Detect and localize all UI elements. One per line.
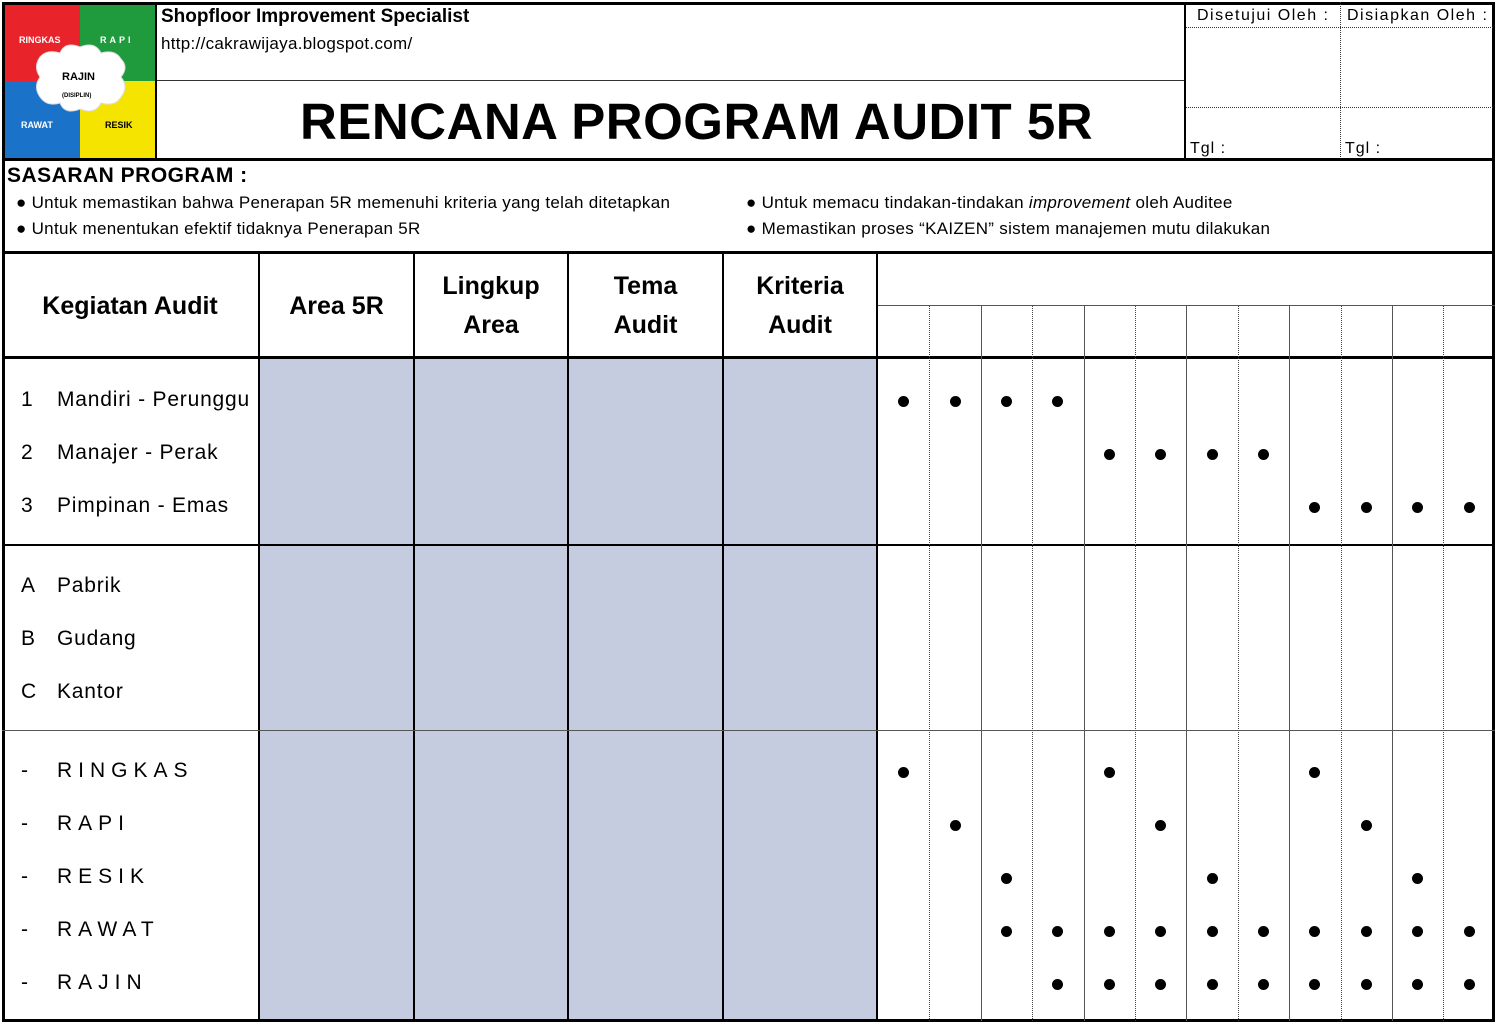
schedule-mark [1361, 979, 1372, 990]
page-title: RENCANA PROGRAM AUDIT 5R [300, 93, 1094, 150]
row-label: Pabrik [57, 574, 122, 597]
blog-url: http://cakrawijaya.blogspot.com/ [161, 34, 413, 53]
schedule-mark [1412, 926, 1423, 937]
bullet-icon: ● [16, 219, 27, 238]
schedule-mark [1104, 767, 1115, 778]
schedule-mark [1155, 926, 1166, 937]
goal-text: Untuk memacu tindakan-tindakan [761, 193, 1024, 212]
schedule-mark [1361, 502, 1372, 513]
schedule-mark [1052, 926, 1063, 937]
goal-item-1 [16, 193, 670, 213]
column-header-kriteria [724, 267, 876, 345]
row-index: - [21, 971, 28, 994]
column-header-lingkup [415, 267, 567, 345]
row-index: 2 [21, 441, 33, 464]
column-header-kriteria-line1: Kriteria [756, 272, 844, 300]
column-header-tema-line2: Audit [613, 311, 678, 339]
bullet-icon: ● [746, 193, 757, 212]
schedule-mark [1309, 502, 1320, 513]
schedule-mark [1052, 396, 1063, 407]
schedule-mark [1155, 449, 1166, 460]
row-label: RINGKAS [57, 759, 194, 782]
logo-rapi: RAPI [100, 35, 134, 45]
schedule-column-divider [1443, 306, 1444, 1021]
column-header-tema-line1: Tema [613, 272, 678, 300]
schedule-mark [1258, 926, 1269, 937]
schedule-mark [1412, 502, 1423, 513]
schedule-mark [1207, 926, 1218, 937]
row-label: RESIK [57, 865, 151, 888]
schedule-column-divider [1392, 306, 1393, 1021]
schedule-mark [950, 396, 961, 407]
schedule-mark [1001, 873, 1012, 884]
column-header-kegiatan: Kegiatan Audit [42, 292, 218, 320]
schedule-mark [1258, 979, 1269, 990]
schedule-mark [1258, 449, 1269, 460]
goal-text: Untuk menentukan efektif tidaknya Penerapan 5R [31, 219, 421, 238]
schedule-column-divider [981, 306, 982, 1021]
row-label: RAPI [57, 812, 131, 835]
schedule-mark [898, 396, 909, 407]
schedule-column-divider [929, 306, 930, 1021]
schedule-mark [1464, 926, 1475, 937]
row-index: - [21, 812, 28, 835]
column-header-kriteria-line2: Audit [768, 311, 832, 339]
bullet-icon: ● [746, 219, 757, 238]
prepared-by-label: Disiapkan Oleh : [1347, 7, 1489, 24]
logo-ringkas: RINGKAS [19, 35, 61, 45]
schedule-mark [1412, 873, 1423, 884]
goal-text: Untuk memastikan bahwa Penerapan 5R memenuhi kriteria yang telah ditetapkan [31, 193, 671, 212]
logo-disiplin: (DISIPLIN) [62, 93, 92, 99]
schedule-mark [1309, 767, 1320, 778]
row-label: RAWAT [57, 918, 160, 941]
schedule-mark [1104, 926, 1115, 937]
schedule-mark [1104, 449, 1115, 460]
goal-text: oleh Auditee [1135, 193, 1233, 212]
schedule-mark [1155, 979, 1166, 990]
approved-by-label: Disetujui Oleh : [1197, 7, 1330, 24]
row-label: Mandiri - Perunggu [57, 388, 250, 411]
goal-text: Memastikan proses “KAIZEN” sistem manajemen mutu dilakukan [761, 219, 1271, 238]
schedule-column-divider [1341, 306, 1342, 1021]
goal-item-4 [746, 219, 1270, 239]
schedule-column-divider [1032, 306, 1033, 1021]
schedule-mark [1464, 979, 1475, 990]
schedule-mark [1464, 502, 1475, 513]
column-header-lingkup-line1: Lingkup [442, 272, 540, 300]
schedule-mark [1052, 979, 1063, 990]
schedule-mark [1207, 449, 1218, 460]
goal-item-2 [16, 219, 421, 239]
logo-resik: RESIK [105, 120, 133, 130]
row-label: Manajer - Perak [57, 441, 219, 464]
5r-puzzle-logo-graphic [5, 5, 155, 158]
schedule-column-divider [1186, 306, 1187, 1021]
5r-puzzle-logo [5, 5, 155, 158]
schedule-mark [1361, 926, 1372, 937]
bullet-icon: ● [16, 193, 27, 212]
schedule-mark [1207, 873, 1218, 884]
row-index: - [21, 918, 28, 941]
schedule-mark [898, 767, 909, 778]
schedule-column-divider [1084, 306, 1085, 1021]
row-index: A [21, 574, 36, 597]
row-label: Kantor [57, 680, 124, 703]
logo-rajin: RAJIN [62, 71, 96, 83]
row-label: Gudang [57, 627, 137, 650]
schedule-mark [1155, 820, 1166, 831]
prepared-date-label: Tgl : [1345, 140, 1382, 157]
logo-rawat: RAWAT [21, 120, 53, 130]
schedule-mark [1309, 979, 1320, 990]
row-index: B [21, 627, 36, 650]
row-index: - [21, 759, 28, 782]
row-label: RAJIN [57, 971, 148, 994]
schedule-mark [1104, 979, 1115, 990]
schedule-column-divider [1289, 306, 1290, 1021]
schedule-mark [1361, 820, 1372, 831]
goal-text-emphasis: improvement [1028, 193, 1131, 212]
program-goals-title: SASARAN PROGRAM : [7, 164, 248, 187]
row-index: - [21, 865, 28, 888]
schedule-mark [1001, 396, 1012, 407]
column-header-lingkup-line2: Area [463, 311, 519, 339]
row-index: 3 [21, 494, 33, 517]
row-index: C [21, 680, 37, 703]
schedule-mark [1309, 926, 1320, 937]
schedule-column-divider [1238, 306, 1239, 1021]
column-header-area: Area 5R [289, 292, 384, 320]
schedule-mark [1412, 979, 1423, 990]
row-index: 1 [21, 388, 33, 411]
column-header-tema [569, 267, 722, 345]
row-label: Pimpinan - Emas [57, 494, 229, 517]
schedule-column-divider [1135, 306, 1136, 1021]
goal-item-3 [746, 193, 1233, 213]
schedule-mark [1207, 979, 1218, 990]
approved-date-label: Tgl : [1190, 140, 1227, 157]
schedule-mark [950, 820, 961, 831]
company-name: Shopfloor Improvement Specialist [161, 6, 470, 27]
schedule-mark [1001, 926, 1012, 937]
